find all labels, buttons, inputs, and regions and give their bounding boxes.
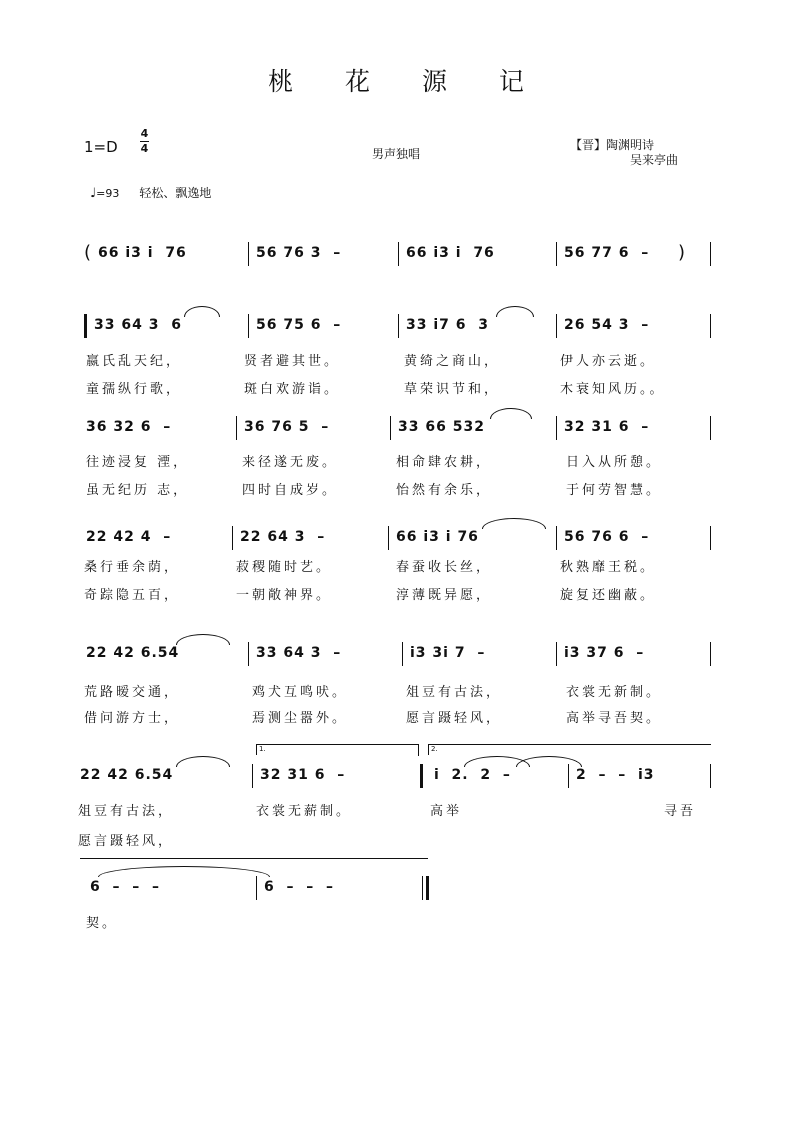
song-title: 桃 花 源 记 (268, 67, 546, 96)
barline (248, 314, 249, 338)
barline (556, 526, 557, 550)
lyric: 愿言蹑轻风， (78, 834, 175, 849)
lyric: 虽无纪历 志， (86, 483, 190, 498)
barline (556, 416, 557, 440)
system-1 (80, 312, 714, 346)
intro-measure-4: 56 77 6 – (564, 245, 650, 261)
lyric: 寻吾 (664, 804, 697, 819)
measure: 26 54 3 – (564, 317, 650, 333)
measure: 2 – – i3 (576, 767, 655, 783)
barline (710, 764, 711, 788)
barline (256, 876, 257, 900)
lyric: 黄绮之商山， (404, 354, 501, 369)
measure: 22 64 3 – (240, 529, 326, 545)
composer-credit: 吴来亭曲 (630, 153, 679, 167)
slur (482, 518, 546, 529)
close-paren: ) (678, 242, 686, 263)
lyric: 春蚕收长丝， (396, 560, 493, 575)
measure: 56 76 6 – (564, 529, 650, 545)
lyric: 相命肆农耕， (396, 455, 493, 470)
system-2 (80, 414, 714, 448)
measure: 32 31 6 – (260, 767, 346, 783)
lyric: 贤者避其世。 (244, 354, 341, 369)
intro-system (80, 240, 714, 274)
repeat-end-barline (420, 764, 423, 788)
slur (490, 408, 532, 419)
lyric: 高举寻吾契。 (566, 711, 663, 726)
system-4 (80, 640, 714, 674)
lyric: 桑行垂余荫， (84, 560, 181, 575)
measure: 33 66 532 (398, 419, 485, 435)
intro-measure-1: 66 i3 i 76 (98, 245, 187, 261)
lyric: 嬴氏乱天纪， (86, 354, 183, 369)
barline (398, 242, 399, 266)
volta-2-label: 2. (431, 745, 438, 753)
lyric: 四时自成岁。 (242, 483, 339, 498)
barline (710, 314, 711, 338)
lyric: 于何劳智慧。 (566, 483, 663, 498)
system-6 (80, 874, 714, 908)
barline (710, 642, 711, 666)
barline (398, 314, 399, 338)
lyric: 秋熟靡王税。 (560, 560, 657, 575)
barline (556, 314, 557, 338)
lyric: 俎豆有古法， (78, 804, 175, 819)
barline (402, 642, 403, 666)
volta-2-bracket (428, 744, 711, 755)
measure: 66 i3 i 76 (396, 529, 479, 545)
lyric: 鸡犬互鸣吠。 (252, 685, 349, 700)
performance-type: 男声独唱 (372, 147, 421, 161)
measure: i3 3i 7 – (410, 645, 486, 661)
lyric: 菽稷随时艺。 (236, 560, 333, 575)
lyric: 草荣识节和， (404, 382, 501, 397)
lyric: 俎豆有古法， (406, 685, 503, 700)
key-signature: 1=D (84, 138, 118, 156)
final-barline (426, 876, 429, 900)
measure: 56 75 6 – (256, 317, 342, 333)
tempo-value: =93 (96, 187, 120, 200)
measure: 22 42 6.54 (80, 767, 174, 783)
intro-measure-2: 56 76 3 – (256, 245, 342, 261)
measure: i3 37 6 – (564, 645, 645, 661)
lyric: 一朝敞神界。 (236, 588, 333, 603)
lyric: 木衰知风历。。 (560, 382, 666, 397)
lyric: 旋复还幽蔽。 (560, 588, 657, 603)
barline (710, 526, 711, 550)
barline (422, 876, 423, 900)
lyric: 荒路暧交通， (84, 685, 181, 700)
measure: 22 42 4 – (86, 529, 172, 545)
lyric: 高举 (430, 804, 463, 819)
measure: 33 64 3 – (256, 645, 342, 661)
credits (570, 138, 678, 168)
lyric: 焉测尘嚣外。 (252, 711, 349, 726)
barline (710, 416, 711, 440)
measure: 22 42 6.54 (86, 645, 180, 661)
measure: 6 – – – (90, 879, 160, 895)
barline (252, 764, 253, 788)
lyric: 借问游方士， (84, 711, 181, 726)
lyric: 伊人亦云逝。 (560, 354, 657, 369)
time-signature (140, 128, 149, 155)
measure: 6 – – – (264, 879, 334, 895)
intro-measure-3: 66 i3 i 76 (406, 245, 495, 261)
quarter-note-icon: ♩ (90, 186, 97, 201)
lyric: 衣裳无薪制。 (256, 804, 353, 819)
system-5 (80, 762, 714, 796)
barline (556, 242, 557, 266)
barline (248, 242, 249, 266)
barline (388, 526, 389, 550)
barline (568, 764, 569, 788)
lyric: 淳薄既异愿， (396, 588, 493, 603)
poet-credit: 【晋】陶渊明诗 (570, 138, 655, 152)
slur (516, 756, 582, 767)
slur (184, 306, 220, 317)
measure: 33 64 3 6 (94, 317, 182, 333)
lyric: 奇踪隐五百， (84, 588, 181, 603)
slur (496, 306, 534, 317)
lyric: 衣裳无新制。 (566, 685, 663, 700)
lyric: 怡然有余乐， (396, 483, 493, 498)
measure: 33 i7 6 3 (406, 317, 490, 333)
barline (556, 642, 557, 666)
volta-1-label: 1. (259, 745, 266, 753)
expression-mark: 轻松、飘逸地 (139, 186, 212, 200)
lyric: 斑白欢游诣。 (244, 382, 341, 397)
slur (176, 756, 230, 767)
measure: 32 31 6 – (564, 419, 650, 435)
barline (232, 526, 233, 550)
slur (176, 634, 230, 645)
lyric: 契。 (86, 916, 119, 931)
system-3 (80, 524, 714, 558)
barline (710, 242, 711, 266)
meter-top: 4 (140, 127, 149, 140)
volta-1-end (418, 744, 419, 756)
volta-1-bracket (256, 744, 419, 755)
meter-bottom: 4 (140, 142, 149, 155)
measure: 36 32 6 – (86, 419, 172, 435)
repeat-start-barline (84, 314, 87, 338)
lyric: 日入从所憩。 (566, 455, 663, 470)
open-paren: ( (84, 242, 92, 263)
barline (248, 642, 249, 666)
barline (236, 416, 237, 440)
measure: i 2. 2 – (434, 767, 511, 783)
measure: 36 76 5 – (244, 419, 330, 435)
lyric: 往迹浸复 湮， (86, 455, 190, 470)
lyric: 童孺纵行歌， (86, 382, 183, 397)
tempo-marking (90, 184, 211, 201)
lyric: 愿言蹑轻风， (406, 711, 503, 726)
lyric: 来径遂无废。 (242, 455, 339, 470)
barline (390, 416, 391, 440)
